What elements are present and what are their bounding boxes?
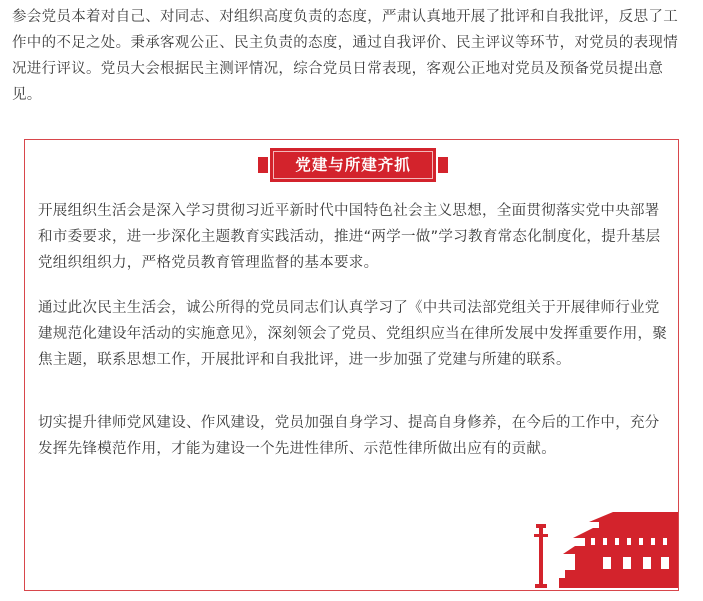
section-paragraph-3: 切实提升律师党风建设、作风建设，党员加强自身学习、提高自身修养，在今后的工作中，充分发挥先锋模范作用，才能为建设一个先进性律所、示范性律所做出应有的贡献。 — [38, 415, 660, 457]
intro-paragraph: 参会党员本着对自己、对同志、对组织高度负责的态度，严肃认真地开展了批评和自我批评，反思了工作中的不足之处。秉承客观公正、民主负责的态度，通过自我评价、民主评议等环节，对党员的表现情况进行评议。党员大会根据民主测评情况，综合党员日常表现，客观公正地对党员及预备党员提出意见。 — [12, 9, 678, 103]
section-paragraph-2: 通过此次民主生活会，诚公所得的党员同志们认真学习了《中共司法部党组关于开展律师行业党建规范化建设年活动的实施意见》，深刻领会了党员、党组织应当在律所发展中发挥重要作用，聚焦主题，联系思想工作，开展批评和自我批评，进一步加强了党建与所建的联系。 — [38, 300, 668, 368]
section-box — [24, 139, 679, 591]
section-title-banner — [270, 148, 436, 182]
tiananmen-gate-icon — [533, 500, 678, 590]
section-paragraph-1: 开展组织生活会是深入学习贯彻习近平新时代中国特色社会主义思想，全面贯彻落实党中央部署和市委要求，进一步深化主题教育实践活动，推进“两学一做”学习教育常态化制度化，提升基层党组织组织力，严格党员教育管理监督的基本要求。 — [38, 203, 661, 271]
section-title: 党建与所建齐抓 — [295, 156, 411, 174]
